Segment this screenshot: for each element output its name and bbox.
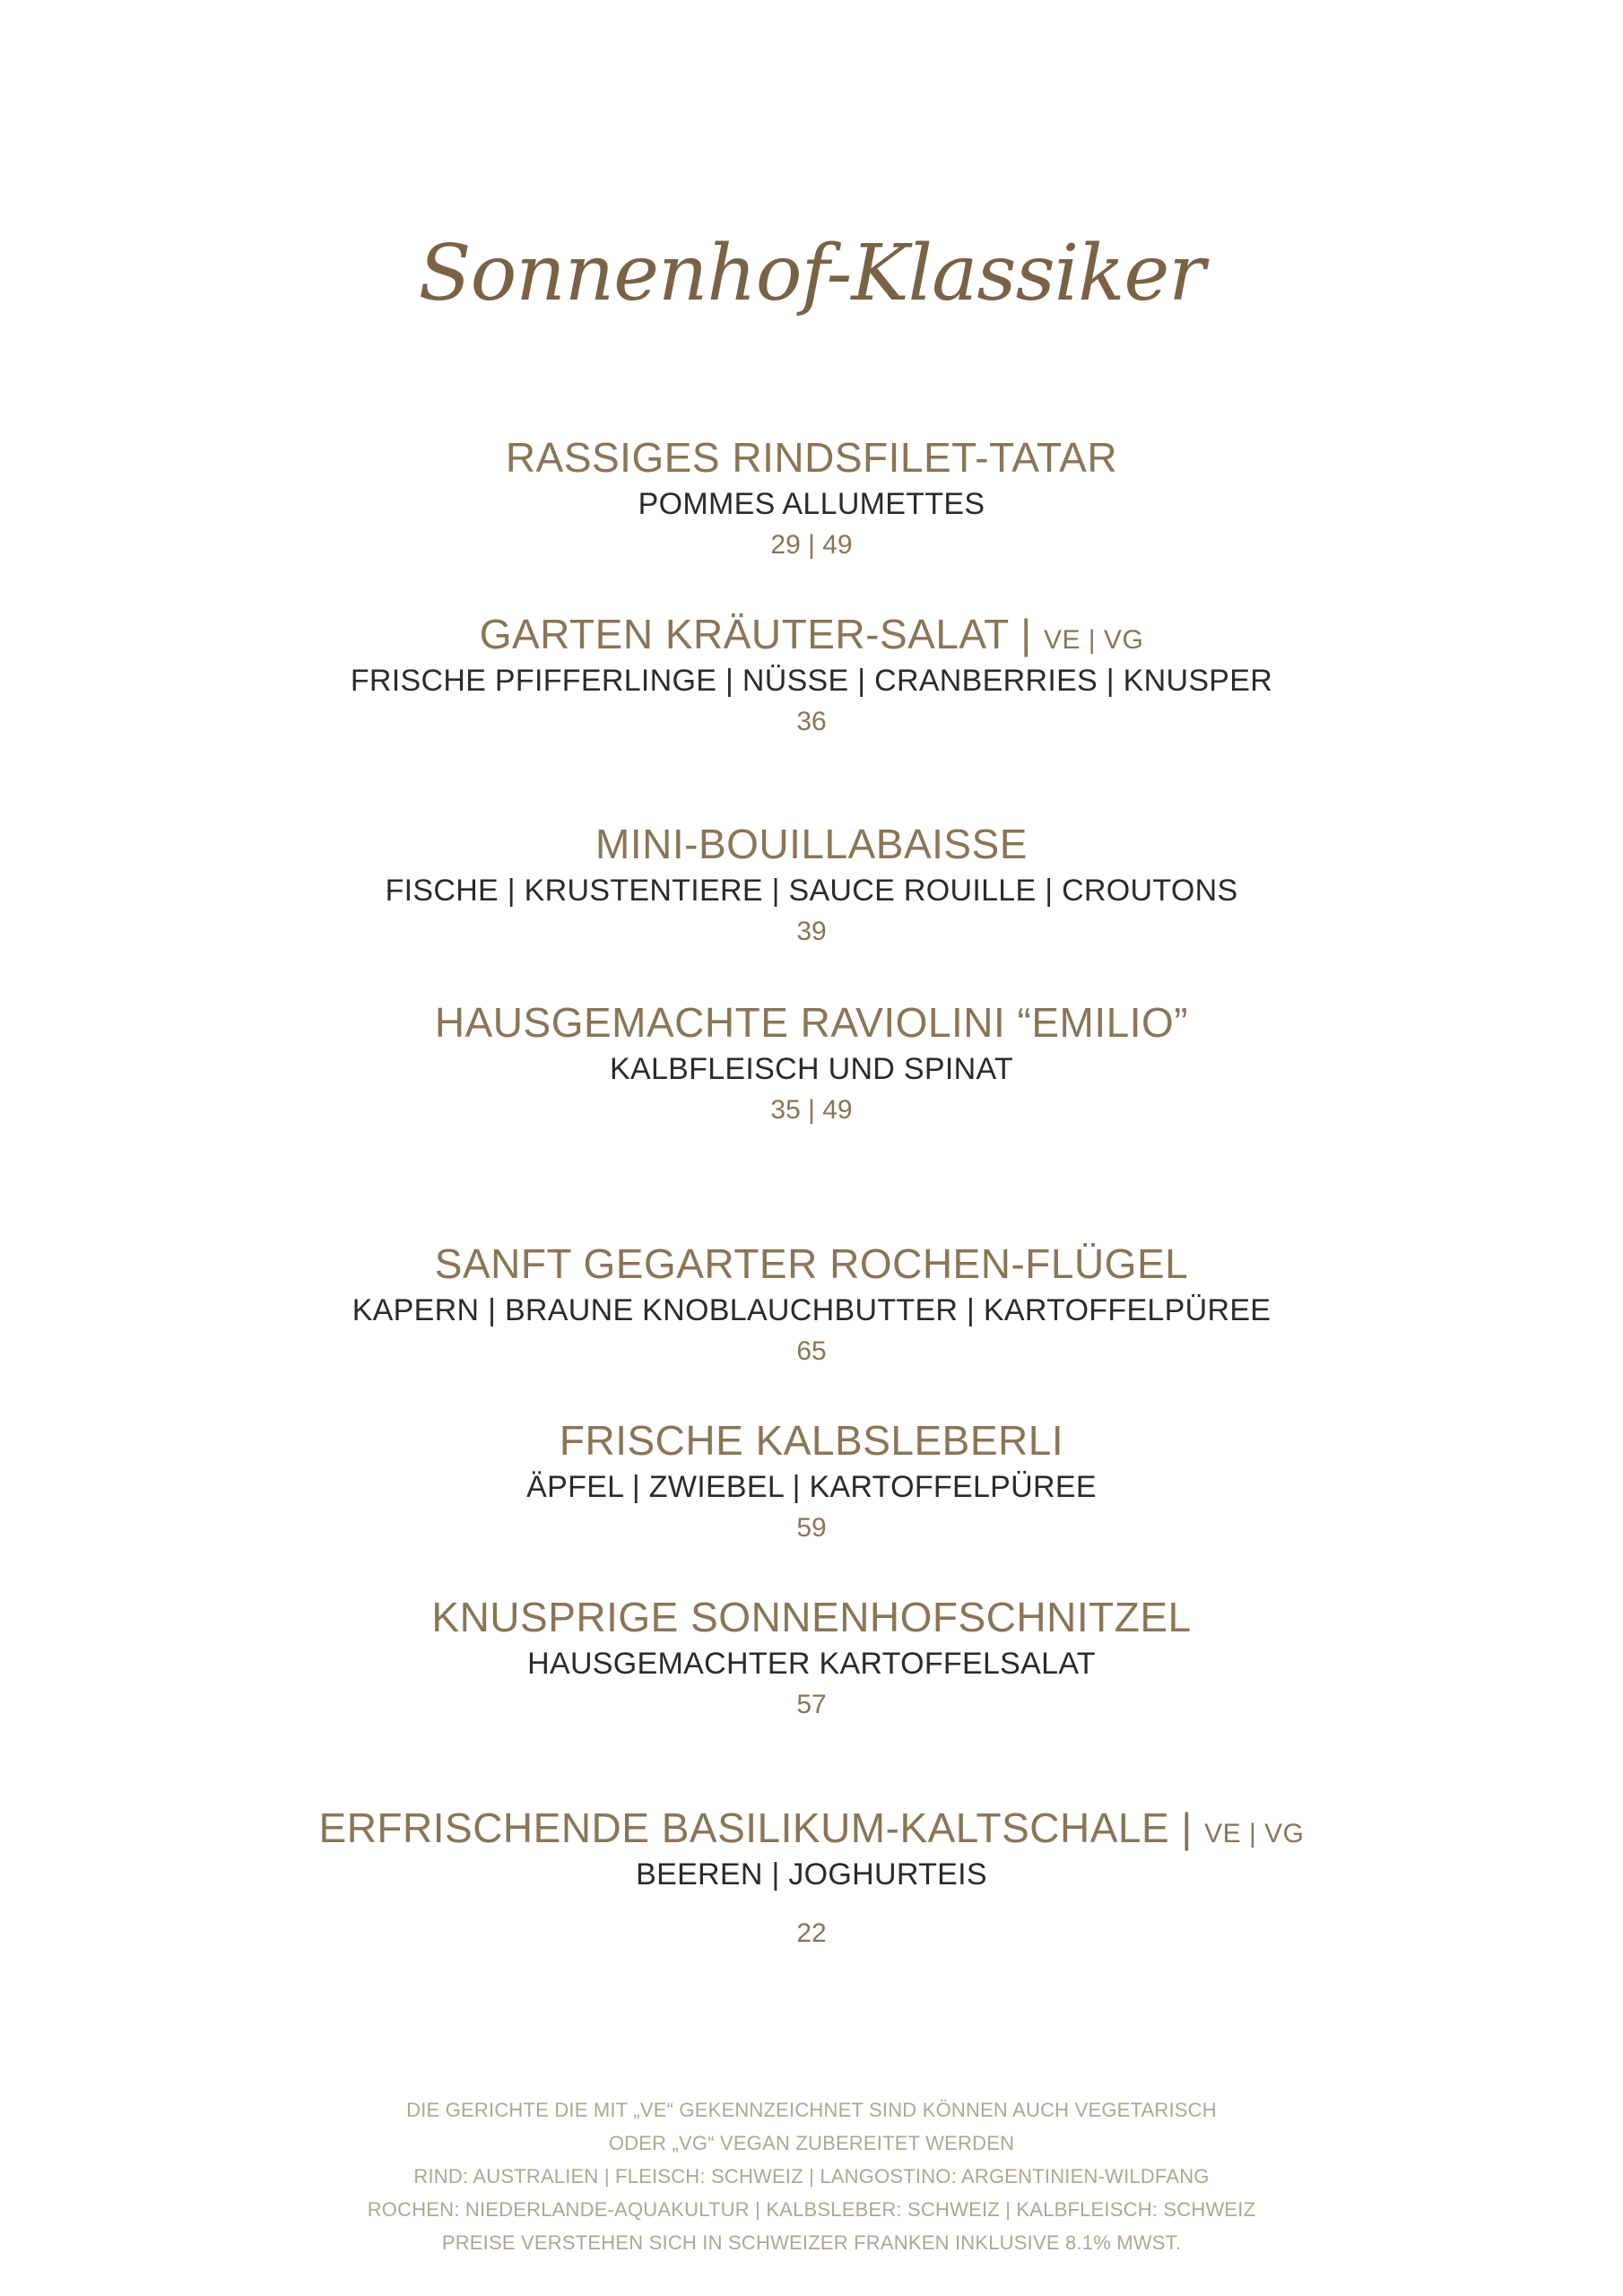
dish-name: HAUSGEMACHTE RAVIOLINI “EMILIO” — [434, 999, 1189, 1046]
menu-item — [0, 1596, 1623, 1718]
dish-description: FRISCHE PFIFFERLINGE | NÜSSE | CRANBERRIES | KNUSPER — [350, 664, 1273, 698]
dish-tag: VE | VG — [1204, 1819, 1305, 1848]
footer-line: RIND: AUSTRALIEN | FLEISCH: SCHWEIZ | LANGOSTINO: ARGENTINIEN-WILDFANG — [413, 2165, 1210, 2187]
page-title: Sonnenhof-Klassiker — [418, 229, 1205, 318]
dish-description: FISCHE | KRUSTENTIERE | SAUCE ROUILLE | CROUTONS — [385, 874, 1238, 908]
dish-name: ERFRISCHENDE BASILIKUM-KALTSCHALE | VE | VG — [318, 1805, 1305, 1851]
menu-item — [0, 1417, 1623, 1543]
dish-description: KALBFLEISCH UND SPINAT — [610, 1052, 1013, 1086]
dish-price: 39 — [796, 917, 827, 946]
dish-name: GARTEN KRÄUTER-SALAT | VE | VG — [479, 611, 1144, 657]
dish-tag: VE | VG — [1043, 625, 1144, 655]
dish-description: KAPERN | BRAUNE KNOBLAUCHBUTTER | KARTOFFELPÜREE — [352, 1293, 1271, 1327]
menu-item — [0, 1807, 1623, 1947]
footer-line: ODER „VG“ VEGAN ZUBEREITET WERDEN — [608, 2132, 1015, 2154]
dish-price: 57 — [796, 1690, 827, 1719]
dish-price: 35 | 49 — [770, 1095, 853, 1125]
footer-line: ROCHEN: NIEDERLANDE-AQUAKULTUR | KALBSLEBER: SCHWEIZ | KALBFLEISCH: SCHWEIZ — [367, 2198, 1256, 2221]
dish-name: RASSIGES RINDSFILET-TATAR — [505, 434, 1118, 481]
menu-item — [0, 434, 1623, 560]
dish-description: ÄPFEL | ZWIEBEL | KARTOFFELPÜREE — [526, 1470, 1097, 1504]
dish-price: 59 — [796, 1513, 827, 1543]
dish-description: POMMES ALLUMETTES — [638, 487, 985, 521]
footer-line: DIE GERICHTE DIE MIT „VE“ GEKENNZEICHNET SIND KÖNNEN AUCH VEGETARISCH — [406, 2099, 1217, 2121]
menu-item — [0, 823, 1623, 945]
footer-line: PREISE VERSTEHEN SICH IN SCHWEIZER FRANKEN INKLUSIVE 8.1% MWST. — [441, 2231, 1182, 2254]
dish-name: FRISCHE KALBSLEBERLI — [559, 1417, 1064, 1464]
dish-name: MINI-BOUILLABAISSE — [595, 821, 1028, 867]
dish-price: 65 — [796, 1336, 827, 1366]
dish-name: SANFT GEGARTER ROCHEN-FLÜGEL — [434, 1240, 1189, 1287]
dish-description: BEEREN | JOGHURTEIS — [636, 1857, 987, 1892]
menu-item — [0, 999, 1623, 1125]
dish-price: 29 | 49 — [770, 530, 853, 560]
dish-name: KNUSPRIGE SONNENHOFSCHNITZEL — [431, 1594, 1192, 1640]
dish-price: 36 — [796, 707, 827, 736]
menu-item — [0, 1240, 1623, 1366]
footer-notes — [0, 2093, 1623, 2259]
dish-description: HAUSGEMACHTER KARTOFFELSALAT — [527, 1647, 1096, 1681]
dish-price: 22 — [796, 1918, 827, 1948]
menu-item — [0, 613, 1623, 735]
